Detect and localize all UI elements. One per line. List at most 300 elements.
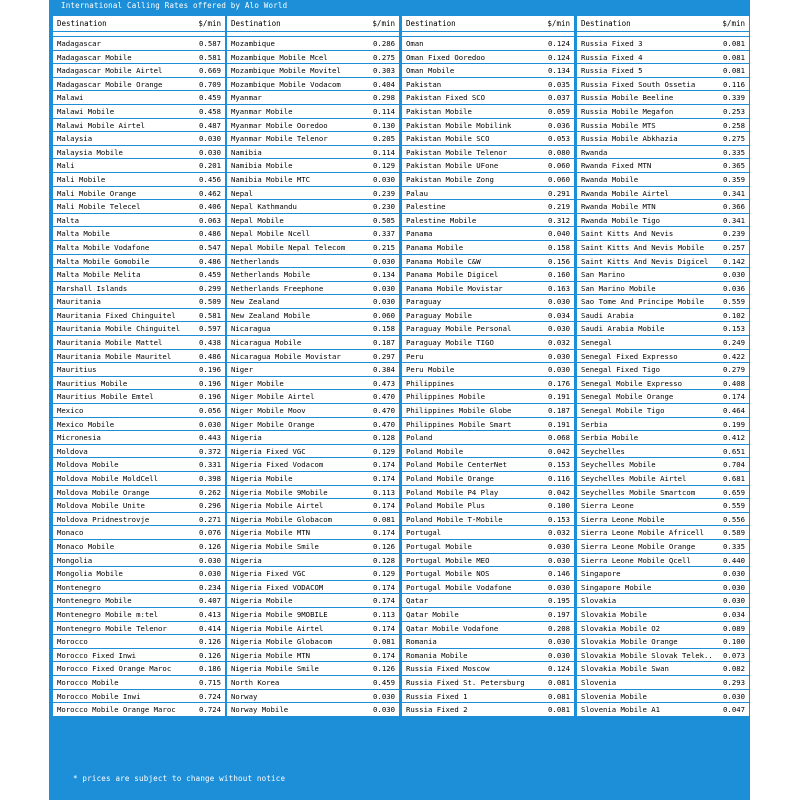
destination-cell: Malawi Mobile Airtel bbox=[57, 120, 145, 130]
table-row bbox=[577, 173, 749, 187]
table-row bbox=[402, 554, 574, 568]
table-row bbox=[402, 404, 574, 418]
rate-cell: 0.509 bbox=[199, 297, 221, 307]
rate-cell: 0.073 bbox=[723, 650, 745, 660]
table-row bbox=[53, 37, 225, 51]
table-row bbox=[53, 78, 225, 92]
rate-cell: 0.056 bbox=[199, 406, 221, 416]
rate-cell: 0.030 bbox=[199, 419, 221, 429]
table-row bbox=[227, 268, 399, 282]
destination-cell: Malta Mobile bbox=[57, 229, 110, 239]
rate-cell: 0.081 bbox=[723, 52, 745, 62]
destination-cell: Saint Kitts And Nevis bbox=[581, 229, 674, 239]
table-row bbox=[402, 227, 574, 241]
rate-cell: 0.030 bbox=[548, 297, 570, 307]
rate-cell: 0.068 bbox=[548, 433, 570, 443]
destination-cell: Russia Fixed St. Petersburg bbox=[406, 677, 525, 687]
rate-cell: 0.470 bbox=[373, 406, 395, 416]
rate-cell: 0.406 bbox=[199, 202, 221, 212]
destination-cell: North Korea bbox=[231, 677, 280, 687]
destination-cell: Poland Mobile P4 Play bbox=[406, 487, 499, 497]
table-row bbox=[577, 676, 749, 690]
destination-cell: Morocco Fixed Inwi bbox=[57, 650, 137, 660]
rate-cell: 0.113 bbox=[373, 609, 395, 619]
table-row bbox=[577, 486, 749, 500]
rate-cell: 0.156 bbox=[548, 256, 570, 266]
destination-cell: Nepal Mobile Nepal Telecom bbox=[231, 242, 346, 252]
table-row bbox=[227, 336, 399, 350]
table-row bbox=[227, 350, 399, 364]
destination-cell: Mexico Mobile bbox=[57, 419, 115, 429]
destination-cell: Namibia Mobile bbox=[231, 161, 293, 171]
destination-cell: Netherlands Freephone bbox=[231, 283, 324, 293]
table-row bbox=[53, 268, 225, 282]
rate-cell: 0.651 bbox=[723, 446, 745, 456]
destination-cell: Norway bbox=[231, 691, 258, 701]
destination-cell: Myanmar Mobile Ooredoo bbox=[231, 120, 328, 130]
destination-cell: Russia Fixed 3 bbox=[581, 39, 643, 48]
destination-cell: Mauritius Mobile bbox=[57, 378, 128, 388]
table-row bbox=[577, 255, 749, 269]
destination-cell: Montenegro Mobile bbox=[57, 596, 132, 606]
rate-cell: 0.036 bbox=[723, 283, 745, 293]
rate-cell: 0.186 bbox=[199, 664, 221, 674]
table-row bbox=[227, 649, 399, 663]
rate-cell: 0.100 bbox=[548, 501, 570, 511]
table-row bbox=[577, 526, 749, 540]
destination-cell: Malawi bbox=[57, 93, 84, 103]
destination-cell: Rwanda Mobile MTN bbox=[581, 202, 656, 212]
rate-cell: 0.187 bbox=[548, 406, 570, 416]
rate-cell: 0.114 bbox=[373, 147, 395, 157]
table-row bbox=[227, 322, 399, 336]
destination-cell: Poland bbox=[406, 433, 433, 443]
rate-cell: 0.359 bbox=[723, 174, 745, 184]
rate-cell: 0.473 bbox=[373, 378, 395, 388]
rate-cell: 0.030 bbox=[373, 691, 395, 701]
table-row bbox=[577, 322, 749, 336]
table-row bbox=[227, 486, 399, 500]
rate-cell: 0.032 bbox=[548, 338, 570, 348]
destination-cell: Nigeria Mobile bbox=[231, 474, 293, 483]
table-row bbox=[227, 662, 399, 676]
table-row bbox=[402, 200, 574, 214]
rate-cell: 0.030 bbox=[548, 555, 570, 565]
rate-cell: 0.030 bbox=[199, 134, 221, 144]
rate-cell: 0.556 bbox=[723, 514, 745, 524]
rate-cell: 0.205 bbox=[373, 134, 395, 144]
destination-cell: Sierra Leone Mobile Africell bbox=[581, 528, 705, 538]
rate-cell: 0.030 bbox=[548, 582, 570, 592]
rate-cell: 0.365 bbox=[723, 161, 745, 171]
table-row bbox=[402, 445, 574, 459]
table-row bbox=[227, 200, 399, 214]
destination-cell: Panama Mobile Movistar bbox=[406, 283, 503, 293]
table-row bbox=[577, 105, 749, 119]
rate-cell: 0.470 bbox=[373, 392, 395, 402]
destination-cell: Seychelles Mobile Smartcom bbox=[581, 487, 696, 497]
table-row bbox=[402, 649, 574, 663]
rate-cell: 0.724 bbox=[199, 705, 221, 715]
rate-cell: 0.587 bbox=[199, 39, 221, 48]
rate-cell: 0.030 bbox=[723, 270, 745, 280]
destination-cell: Saudi Arabia Mobile bbox=[581, 324, 665, 334]
rate-cell: 0.042 bbox=[548, 487, 570, 497]
rate-cell: 0.440 bbox=[723, 555, 745, 565]
table-row bbox=[402, 282, 574, 296]
destination-cell: Poland Mobile Plus bbox=[406, 501, 486, 511]
table-row bbox=[227, 78, 399, 92]
table-row bbox=[53, 132, 225, 146]
table-row bbox=[53, 214, 225, 228]
destination-cell: Montenegro Mobile m:tel bbox=[57, 609, 159, 619]
rate-cell: 0.724 bbox=[199, 691, 221, 701]
table-row bbox=[53, 336, 225, 350]
destination-cell: Nicaragua Mobile Movistar bbox=[231, 351, 341, 361]
table-row bbox=[577, 227, 749, 241]
rate-cell: 0.129 bbox=[373, 569, 395, 579]
table-row bbox=[402, 214, 574, 228]
table-row bbox=[577, 377, 749, 391]
table-row bbox=[402, 458, 574, 472]
rate-cell: 0.249 bbox=[723, 338, 745, 348]
rate-cell: 0.239 bbox=[723, 229, 745, 239]
table-row bbox=[227, 159, 399, 173]
destination-cell: Palau bbox=[406, 188, 428, 198]
destination-cell: Monaco bbox=[57, 528, 84, 538]
rate-cell: 0.126 bbox=[373, 541, 395, 551]
column-header bbox=[53, 16, 225, 32]
destination-cell: Nigeria Mobile MTN bbox=[231, 528, 311, 538]
rate-cell: 0.128 bbox=[373, 555, 395, 565]
destination-cell: Mozambique Mobile Mcel bbox=[231, 52, 328, 62]
rate-cell: 0.459 bbox=[373, 677, 395, 687]
destination-cell: Moldova bbox=[57, 446, 88, 456]
rate-cell: 0.464 bbox=[723, 406, 745, 416]
rate-cell: 0.114 bbox=[373, 106, 395, 116]
rate-cell: 0.404 bbox=[373, 79, 395, 89]
destination-cell: Nigeria Fixed VODACOM bbox=[231, 582, 324, 592]
destination-cell: Russia Fixed 2 bbox=[406, 705, 468, 715]
destination-cell: Nepal Mobile Ncell bbox=[231, 229, 311, 239]
table-row bbox=[53, 608, 225, 622]
table-row bbox=[577, 662, 749, 676]
rate-cell: 0.113 bbox=[373, 487, 395, 497]
rate-cell: 0.030 bbox=[199, 555, 221, 565]
destination-cell: Philippines Mobile bbox=[406, 392, 486, 402]
destination-cell: Mauritius bbox=[57, 365, 97, 375]
rate-cell: 0.339 bbox=[723, 93, 745, 103]
destination-cell: Seychelles Mobile bbox=[581, 460, 656, 470]
rate-cell: 0.174 bbox=[373, 650, 395, 660]
rate-cell: 0.581 bbox=[199, 310, 221, 320]
destination-cell: Myanmar bbox=[231, 93, 262, 103]
table-row bbox=[53, 486, 225, 500]
rate-cell: 0.030 bbox=[548, 637, 570, 647]
destination-cell: Mali Mobile Orange bbox=[57, 188, 137, 198]
rate-cell: 0.291 bbox=[548, 188, 570, 198]
table-row bbox=[227, 554, 399, 568]
destination-cell: Mexico bbox=[57, 406, 84, 416]
destination-cell: Malta Mobile Melita bbox=[57, 270, 141, 280]
destination-cell: Marshall Islands bbox=[57, 283, 128, 293]
destination-cell: Paraguay Mobile Personal bbox=[406, 324, 512, 334]
table-row bbox=[227, 255, 399, 269]
table-row bbox=[53, 282, 225, 296]
table-row bbox=[402, 567, 574, 581]
header-destination: Destination bbox=[406, 19, 456, 28]
destination-cell: Malta Mobile Gomobile bbox=[57, 256, 150, 266]
destination-cell: Pakistan Mobile bbox=[406, 106, 472, 116]
table-row bbox=[577, 445, 749, 459]
rate-cell: 0.081 bbox=[723, 66, 745, 76]
destination-cell: Nigeria Mobile 9Mobile bbox=[231, 487, 328, 497]
rate-cell: 0.035 bbox=[548, 79, 570, 89]
destination-cell: Romania Mobile bbox=[406, 650, 468, 660]
table-row bbox=[53, 540, 225, 554]
rate-cell: 0.158 bbox=[373, 324, 395, 334]
table-row bbox=[227, 581, 399, 595]
table-row bbox=[227, 608, 399, 622]
destination-cell: Serbia bbox=[581, 419, 608, 429]
destination-cell: Slovenia bbox=[581, 677, 617, 687]
table-row bbox=[227, 241, 399, 255]
destination-cell: Philippines Mobile Globe bbox=[406, 406, 512, 416]
rate-cell: 0.124 bbox=[548, 52, 570, 62]
destination-cell: Nepal Kathmandu bbox=[231, 202, 297, 212]
rate-cell: 0.174 bbox=[373, 501, 395, 511]
destination-cell: Nigeria Mobile Airtel bbox=[231, 623, 324, 633]
table-row bbox=[402, 309, 574, 323]
rate-cell: 0.059 bbox=[548, 106, 570, 116]
table-row bbox=[53, 594, 225, 608]
table-row bbox=[402, 64, 574, 78]
destination-cell: Mauritania Mobile Mattel bbox=[57, 338, 163, 348]
rate-cell: 0.030 bbox=[548, 365, 570, 375]
rate-cell: 0.032 bbox=[548, 528, 570, 538]
destination-cell: Morocco Fixed Orange Maroc bbox=[57, 664, 172, 674]
destination-cell: Namibia bbox=[231, 147, 262, 157]
rate-cell: 0.040 bbox=[548, 229, 570, 239]
rate-cell: 0.470 bbox=[373, 419, 395, 429]
destination-cell: Pakistan Mobile Telenor bbox=[406, 147, 508, 157]
table-row bbox=[227, 567, 399, 581]
rate-cell: 0.174 bbox=[373, 528, 395, 538]
rate-cell: 0.597 bbox=[199, 324, 221, 334]
rate-cell: 0.715 bbox=[199, 677, 221, 687]
table-row bbox=[577, 268, 749, 282]
rate-cell: 0.116 bbox=[548, 474, 570, 483]
destination-cell: Pakistan Fixed SCO bbox=[406, 93, 486, 103]
table-row bbox=[402, 622, 574, 636]
rate-cell: 0.042 bbox=[548, 446, 570, 456]
rate-cell: 0.037 bbox=[548, 93, 570, 103]
table-row bbox=[53, 458, 225, 472]
rate-cell: 0.486 bbox=[199, 229, 221, 239]
table-row bbox=[577, 703, 749, 717]
table-row bbox=[53, 703, 225, 717]
rate-cell: 0.486 bbox=[199, 351, 221, 361]
rate-cell: 0.547 bbox=[199, 242, 221, 252]
table-row bbox=[53, 513, 225, 527]
table-row bbox=[577, 418, 749, 432]
rate-cell: 0.126 bbox=[373, 664, 395, 674]
table-row bbox=[227, 499, 399, 513]
table-row bbox=[227, 540, 399, 554]
table-row bbox=[402, 146, 574, 160]
table-row bbox=[402, 51, 574, 65]
rate-cell: 0.303 bbox=[373, 66, 395, 76]
rate-cell: 0.271 bbox=[199, 514, 221, 524]
table-row bbox=[53, 445, 225, 459]
table-row bbox=[227, 282, 399, 296]
destination-cell: Portugal Mobile NOS bbox=[406, 569, 490, 579]
destination-cell: Philippines bbox=[406, 378, 455, 388]
destination-cell: Moldova Mobile Orange bbox=[57, 487, 150, 497]
rate-cell: 0.215 bbox=[373, 242, 395, 252]
table-row bbox=[402, 418, 574, 432]
rate-cell: 0.234 bbox=[199, 582, 221, 592]
destination-cell: Slovakia Mobile Swan bbox=[581, 664, 669, 674]
table-row bbox=[577, 187, 749, 201]
table-row bbox=[53, 377, 225, 391]
table-row bbox=[53, 159, 225, 173]
destination-cell: Nigeria Mobile bbox=[231, 596, 293, 606]
rate-cell: 0.559 bbox=[723, 501, 745, 511]
destination-cell: Paraguay bbox=[406, 297, 442, 307]
table-row bbox=[53, 418, 225, 432]
destination-cell: Mali Mobile bbox=[57, 174, 106, 184]
rate-cell: 0.709 bbox=[199, 79, 221, 89]
rate-cell: 0.034 bbox=[723, 609, 745, 619]
rate-cell: 0.187 bbox=[373, 338, 395, 348]
table-row bbox=[577, 431, 749, 445]
rate-cell: 0.047 bbox=[723, 705, 745, 715]
rate-cell: 0.398 bbox=[199, 474, 221, 483]
rate-cell: 0.034 bbox=[548, 310, 570, 320]
table-row bbox=[53, 499, 225, 513]
rate-cell: 0.128 bbox=[373, 433, 395, 443]
destination-cell: Myanmar Mobile bbox=[231, 106, 293, 116]
destination-cell: Madagascar Mobile bbox=[57, 52, 132, 62]
rate-cell: 0.335 bbox=[723, 541, 745, 551]
destination-cell: Senegal Mobile Tigo bbox=[581, 406, 665, 416]
table-row bbox=[402, 431, 574, 445]
destination-cell: Niger Mobile bbox=[231, 378, 284, 388]
destination-cell: Moldova Mobile Unite bbox=[57, 501, 145, 511]
destination-cell: Saudi Arabia bbox=[581, 310, 634, 320]
destination-cell: Mauritania bbox=[57, 297, 101, 307]
table-row bbox=[577, 37, 749, 51]
destination-cell: Slovakia Mobile bbox=[581, 609, 647, 619]
destination-cell: Malaysia bbox=[57, 134, 93, 144]
destination-cell: Portugal Mobile MEO bbox=[406, 555, 490, 565]
rate-cell: 0.487 bbox=[199, 120, 221, 130]
table-row bbox=[53, 146, 225, 160]
rate-cell: 0.704 bbox=[723, 460, 745, 470]
destination-cell: Panama Mobile Digicel bbox=[406, 270, 499, 280]
header-destination: Destination bbox=[231, 19, 281, 28]
destination-cell: Morocco Mobile bbox=[57, 677, 119, 687]
table-row bbox=[402, 486, 574, 500]
rate-cell: 0.384 bbox=[373, 365, 395, 375]
table-row bbox=[53, 91, 225, 105]
table-row bbox=[402, 472, 574, 486]
table-row bbox=[402, 268, 574, 282]
destination-cell: Senegal Mobile Expresso bbox=[581, 378, 683, 388]
destination-cell: Mozambique Mobile Vodacom bbox=[231, 79, 341, 89]
rate-cell: 0.030 bbox=[548, 324, 570, 334]
table-row bbox=[227, 227, 399, 241]
rate-cell: 0.335 bbox=[723, 147, 745, 157]
table-row bbox=[53, 567, 225, 581]
table-row bbox=[227, 594, 399, 608]
table-row bbox=[402, 132, 574, 146]
rates-column-4 bbox=[577, 16, 749, 717]
table-row bbox=[577, 132, 749, 146]
table-row bbox=[402, 635, 574, 649]
rate-cell: 0.438 bbox=[199, 338, 221, 348]
rate-cell: 0.174 bbox=[373, 623, 395, 633]
rate-cell: 0.312 bbox=[548, 215, 570, 225]
table-row bbox=[577, 51, 749, 65]
rate-cell: 0.100 bbox=[723, 637, 745, 647]
destination-cell: Mozambique bbox=[231, 39, 275, 48]
rate-cell: 0.160 bbox=[548, 270, 570, 280]
table-row bbox=[577, 91, 749, 105]
table-row bbox=[402, 78, 574, 92]
destination-cell: Micronesia bbox=[57, 433, 101, 443]
table-row bbox=[402, 676, 574, 690]
destination-cell: Pakistan Mobile UFone bbox=[406, 161, 499, 171]
rate-cell: 0.081 bbox=[723, 39, 745, 48]
destination-cell: Singapore bbox=[581, 569, 621, 579]
table-row bbox=[227, 431, 399, 445]
destination-cell: Nigeria Fixed VGC bbox=[231, 446, 306, 456]
destination-cell: Sierra Leone Mobile bbox=[581, 514, 665, 524]
destination-cell: Paraguay Mobile TIGO bbox=[406, 338, 494, 348]
rate-cell: 0.126 bbox=[199, 650, 221, 660]
destination-cell: Moldova Mobile MoldCell bbox=[57, 474, 159, 483]
rate-cell: 0.505 bbox=[373, 215, 395, 225]
rate-cell: 0.124 bbox=[548, 39, 570, 48]
destination-cell: Portugal bbox=[406, 528, 442, 538]
rate-cell: 0.036 bbox=[548, 120, 570, 130]
destination-cell: San Marino Mobile bbox=[581, 283, 656, 293]
destination-cell: Qatar Mobile bbox=[406, 609, 459, 619]
rate-cell: 0.076 bbox=[199, 528, 221, 538]
destination-cell: Niger Mobile Orange bbox=[231, 419, 315, 429]
table-row bbox=[402, 703, 574, 717]
destination-cell: Norway Mobile bbox=[231, 705, 289, 715]
rate-cell: 0.030 bbox=[723, 596, 745, 606]
destination-cell: Portugal Mobile Vodafone bbox=[406, 582, 512, 592]
table-row bbox=[227, 309, 399, 323]
rate-cell: 0.030 bbox=[199, 569, 221, 579]
table-row bbox=[227, 64, 399, 78]
destination-cell: Russia Mobile Beeline bbox=[581, 93, 674, 103]
destination-cell: Russia Mobile MTS bbox=[581, 120, 656, 130]
table-row bbox=[402, 594, 574, 608]
table-row bbox=[227, 132, 399, 146]
table-row bbox=[577, 350, 749, 364]
rate-cell: 0.153 bbox=[723, 324, 745, 334]
rate-cell: 0.297 bbox=[373, 351, 395, 361]
destination-cell: Senegal Fixed Expresso bbox=[581, 351, 678, 361]
rate-cell: 0.142 bbox=[723, 256, 745, 266]
destination-cell: Mali bbox=[57, 161, 75, 171]
destination-cell: New Zealand Mobile bbox=[231, 310, 311, 320]
